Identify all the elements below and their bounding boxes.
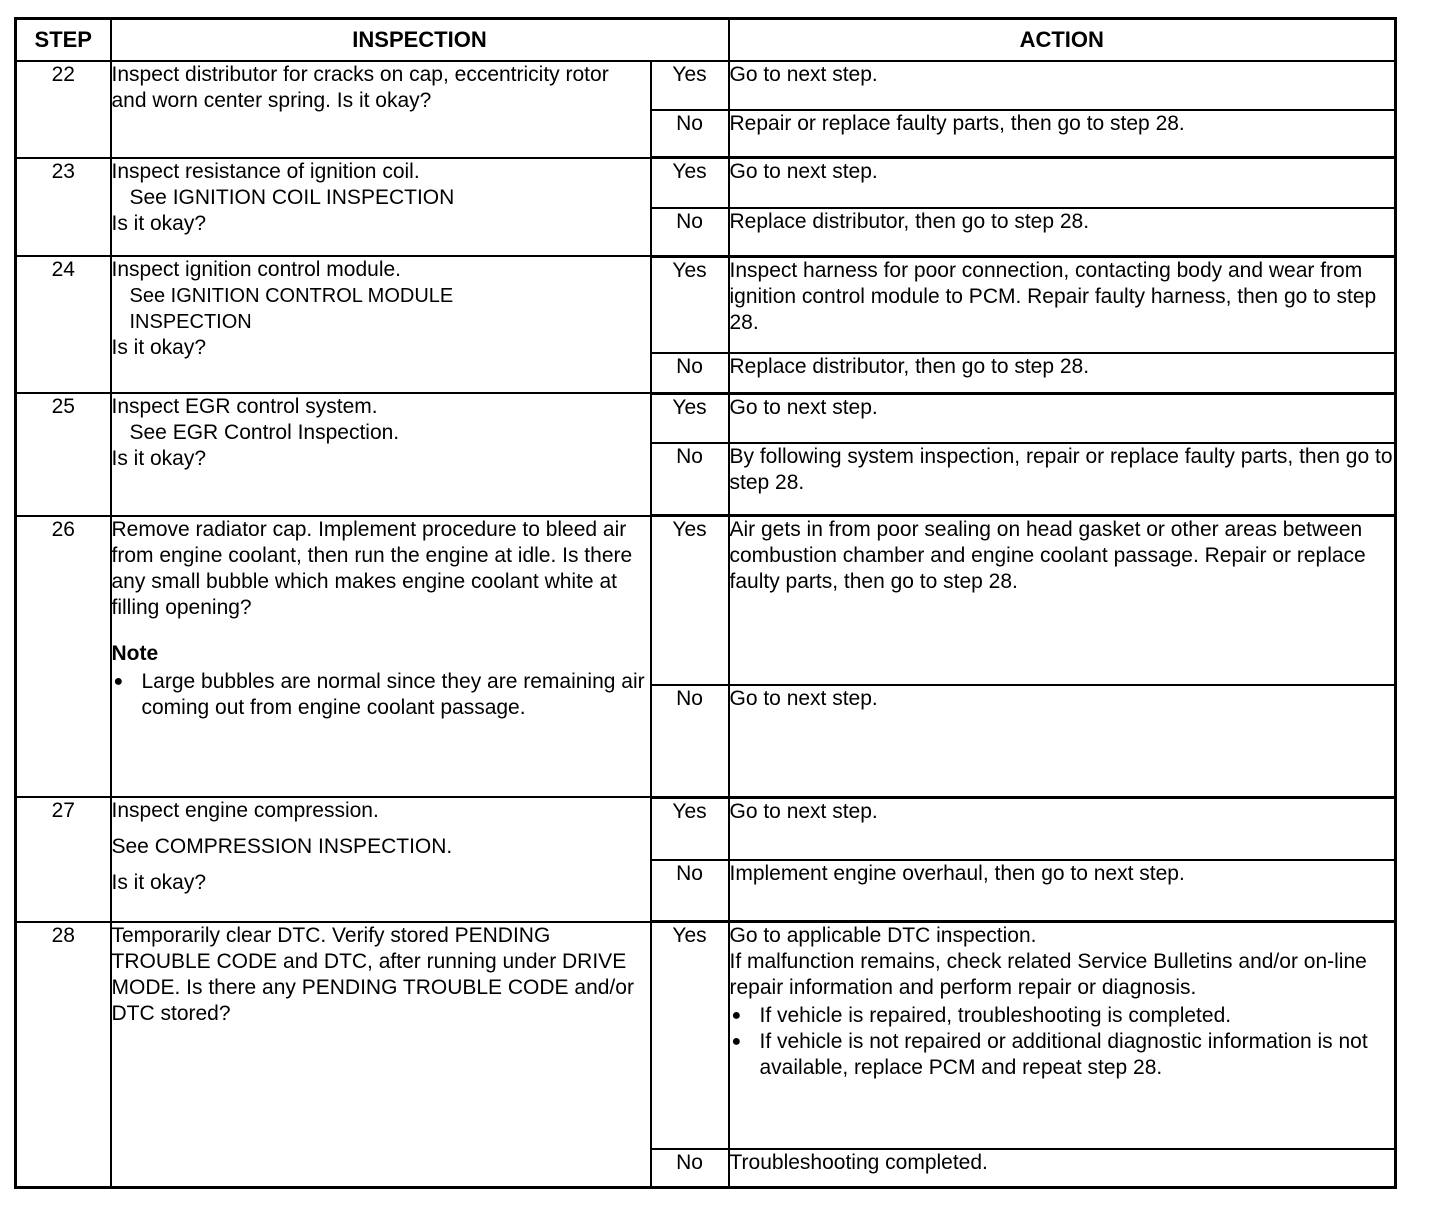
- yes-label: Yes: [651, 61, 729, 109]
- inspection-cell: [111, 158, 651, 257]
- step-24-yes-row: [16, 256, 1396, 353]
- see-reference: See EGR Control Inspection.: [129, 421, 400, 445]
- yes-label: Yes: [651, 797, 729, 859]
- header-inspection: INSPECTION: [111, 19, 729, 62]
- inspection-cell: [111, 256, 651, 393]
- step-number: 27: [16, 797, 111, 922]
- troubleshooting-table: [14, 17, 1397, 1189]
- inspection-text: Inspect ignition control module.: [111, 258, 401, 282]
- header-step: STEP: [16, 19, 111, 62]
- no-label: No: [651, 1149, 729, 1187]
- yes-action: Go to next step.: [729, 158, 1396, 208]
- inspection-question: Is it okay?: [111, 211, 207, 235]
- yes-action: Go to applicable DTC inspection.: [729, 924, 1037, 948]
- inspection-cell: [111, 516, 651, 798]
- inspection-text: Inspect engine compression.: [111, 799, 379, 823]
- note-heading: Note: [111, 641, 159, 665]
- inspection-text: Temporarily clear DTC. Verify stored PENDING TROUBLE CODE and DTC, after running under DRIVE MODE. Is there any PENDING TROUBLE CODE and/or DTC stored?: [111, 922, 651, 1188]
- inspection-text: Inspect EGR control system.: [111, 395, 378, 419]
- no-label: No: [651, 353, 729, 393]
- step-number: 23: [16, 158, 111, 257]
- step-number: 25: [16, 393, 111, 516]
- note-list: [112, 669, 650, 721]
- yes-label: Yes: [651, 393, 729, 443]
- see-reference: See COMPRESSION INSPECTION.: [111, 835, 453, 859]
- no-label: No: [651, 860, 729, 922]
- inspection-question: Is it okay?: [111, 447, 207, 471]
- action-bullet: ● If vehicle is repaired, troubleshooting is completed.: [760, 1003, 1395, 1029]
- action-list: [730, 1003, 1395, 1081]
- inspection-question: Is it okay?: [111, 336, 207, 360]
- header-row: [16, 19, 1396, 62]
- no-action: Go to next step.: [729, 685, 1396, 798]
- yes-action: Air gets in from poor sealing on head gasket or other areas between combustion chamber and engine coolant passage. Repair or replace faulty parts, then go to step 28.: [729, 516, 1396, 685]
- yes-action-detail: If malfunction remains, check related Service Bulletins and/or on-line repair information and perform repair or diagnosis.: [729, 950, 1367, 1000]
- yes-label: Yes: [651, 922, 729, 1149]
- no-label: No: [651, 110, 729, 158]
- yes-action: Go to next step.: [729, 797, 1396, 859]
- no-label: No: [651, 685, 729, 798]
- no-action: Replace distributor, then go to step 28.: [729, 353, 1396, 393]
- inspection-text: Inspect distributor for cracks on cap, eccentricity rotor and worn center spring. Is it okay?: [111, 61, 651, 158]
- no-action: Implement engine overhaul, then go to next step.: [729, 860, 1396, 922]
- step-number: 26: [16, 516, 111, 798]
- step-23-yes-row: [16, 158, 1396, 208]
- step-26-yes-row: [16, 516, 1396, 685]
- step-27-yes-row: [16, 797, 1396, 859]
- spacer: [112, 824, 650, 834]
- step-number: 24: [16, 256, 111, 393]
- yes-action: Go to next step.: [729, 61, 1396, 109]
- no-action: Repair or replace faulty parts, then go to step 28.: [729, 110, 1396, 158]
- see-reference: See IGNITION COIL INSPECTION: [129, 185, 455, 209]
- inspection-cell: [111, 393, 651, 516]
- yes-action-cell: [729, 922, 1396, 1149]
- yes-action: Go to next step.: [729, 393, 1396, 443]
- step-28-yes-row: [16, 922, 1396, 1149]
- yes-label: Yes: [651, 256, 729, 353]
- yes-action: Inspect harness for poor connection, contacting body and wear from ignition control module to PCM. Repair faulty harness, then go to step 28.: [729, 256, 1396, 353]
- yes-label: Yes: [651, 158, 729, 208]
- spacer: [112, 860, 650, 870]
- inspection-text: Remove radiator cap. Implement procedure to bleed air from engine coolant, then run the engine at idle. Is there any small bubble which makes engine coolant white at filling opening?: [111, 517, 633, 619]
- inspection-question: Is it okay?: [111, 871, 207, 895]
- step-number: 28: [16, 922, 111, 1188]
- step-22-yes-row: [16, 61, 1396, 109]
- step-25-yes-row: [16, 393, 1396, 443]
- no-label: No: [651, 208, 729, 256]
- no-action: Troubleshooting completed.: [729, 1149, 1396, 1187]
- inspection-text: Inspect resistance of ignition coil.: [111, 159, 420, 183]
- no-action: Replace distributor, then go to step 28.: [729, 208, 1396, 256]
- header-action: ACTION: [729, 19, 1396, 62]
- no-action: By following system inspection, repair or replace faulty parts, then go to step 28.: [729, 443, 1396, 515]
- inspection-cell: [111, 797, 651, 922]
- note-bullet: ● Large bubbles are normal since they are remaining air coming out from engine coolant passage.: [142, 669, 650, 721]
- action-bullet: ● If vehicle is not repaired or additional diagnostic information is not available, replace PCM and repeat step 28.: [760, 1029, 1395, 1081]
- no-label: No: [651, 443, 729, 515]
- see-reference: See IGNITION CONTROL MODULE INSPECTION: [129, 285, 454, 334]
- step-number: 22: [16, 61, 111, 158]
- yes-label: Yes: [651, 516, 729, 685]
